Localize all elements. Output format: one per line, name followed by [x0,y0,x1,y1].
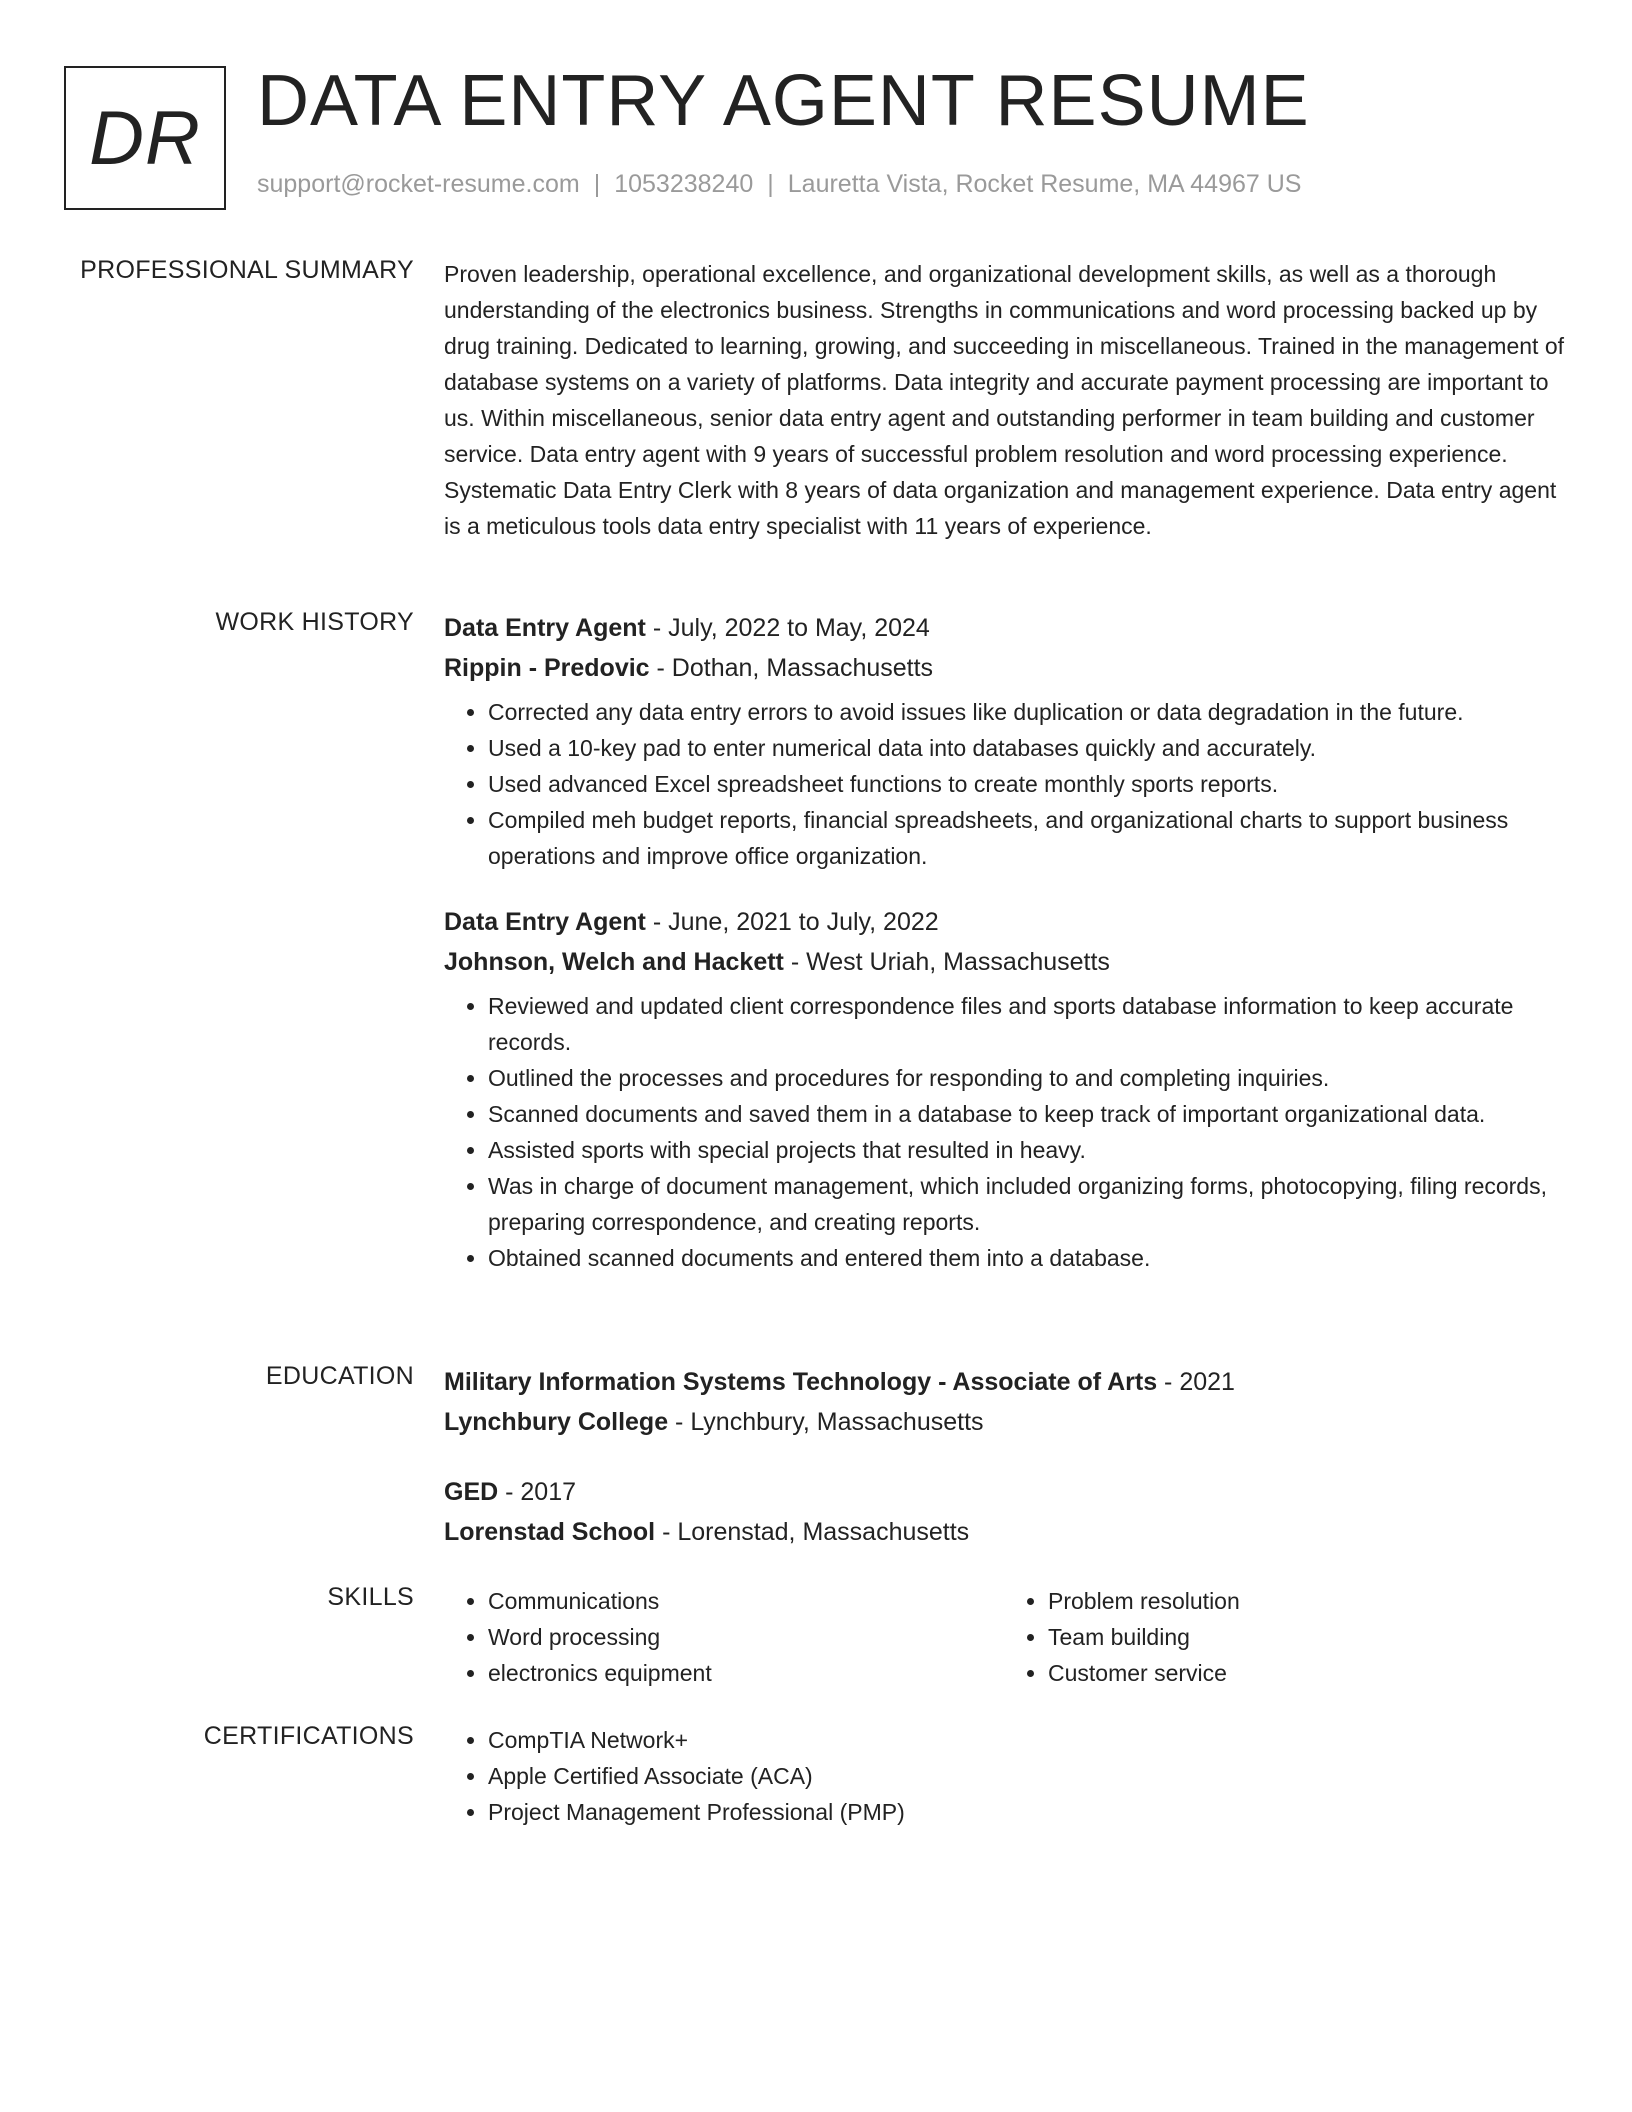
education-degree-line [444,1472,1564,1512]
skill-item: • Word processing [488,1619,1004,1655]
education-year: - 2021 [1157,1368,1235,1396]
job-location: - West Uriah, Massachusetts [783,948,1110,976]
job-bullet: • Assisted sports with special projects that resulted in heavy. [488,1132,1564,1168]
contact-line [257,170,1301,199]
education-school-line [444,1512,1564,1552]
job-title-line [444,608,1564,648]
skill-item: • Problem resolution [1048,1583,1564,1619]
certification-item: • Apple Certified Associate (ACA) [488,1758,1564,1794]
work-body [444,608,1564,1304]
job-entry [444,608,1564,874]
job-bullet: • Was in charge of document management, which included organizing forms, photocopying, filing records, preparing correspondence, and creating reports. [488,1168,1564,1240]
education-entry [444,1362,1564,1442]
resume-header [64,61,1564,208]
skills-body [444,1583,1564,1691]
certifications-body [444,1722,1564,1830]
job-bullet: • Outlined the processes and procedures for responding to and completing inquiries. [488,1060,1564,1096]
education-school: Lynchbury College [444,1408,669,1436]
section-label-skills: SKILLS [327,1583,414,1611]
job-title-line [444,902,1564,942]
skills-columns [444,1583,1564,1691]
job-bullet: • Compiled meh budget reports, financial spreadsheets, and organizational charts to support business operations and improve office organization. [488,802,1564,874]
contact-phone[interactable]: 1053238240 [614,170,754,198]
education-entry [444,1472,1564,1552]
contact-email[interactable]: support@rocket-resume.com [257,170,580,198]
summary-text: Proven leadership, operational excellence, and organizational development skills, as well as a thorough understanding of the electronics business. Strengths in communications and word processing backed up by drug training. Dedicated to learning, growing, and succeeding in miscellaneous. Trained in the management of database systems on a variety of platforms. Data integrity and accurate payment processing are important to us. Within miscellaneous, senior data entry agent and outstanding performer in team building and customer service. Data entry agent with 9 years of successful problem resolution and word processing experience. Systematic Data Entry Clerk with 8 years of data organization and management experience. Data entry agent is a meticulous tools data entry specialist with 11 years of experience. [444,261,1565,539]
education-degree: GED [444,1478,499,1506]
skills-list-right [1004,1583,1564,1691]
page-title: DATA ENTRY AGENT RESUME [257,61,1310,141]
job-entry [444,902,1564,1276]
contact-separator: | [767,170,774,198]
education-year: - 2017 [498,1478,577,1506]
skill-item: • Communications [488,1583,1004,1619]
skill-item: • Customer service [1048,1655,1564,1691]
section-label-work-history: WORK HISTORY [215,608,414,636]
education-location: - Lorenstad, Massachusetts [655,1518,970,1546]
education-degree-line [444,1362,1564,1402]
job-bullet: • Corrected any data entry errors to avoid issues like duplication or data degradation in the future. [488,694,1564,730]
job-dates: - July, 2022 to May, 2024 [645,614,930,642]
certification-item: • CompTIA Network+ [488,1722,1564,1758]
summary-body [444,256,1564,544]
job-title: Data Entry Agent [444,908,646,936]
job-company-line [444,648,1564,688]
certification-item: • Project Management Professional (PMP) [488,1794,1564,1830]
job-company: Rippin - Predovic [444,654,650,682]
contact-address: Lauretta Vista, Rocket Resume, MA 44967 US [787,170,1302,198]
education-location: - Lynchbury, Massachusetts [668,1408,984,1436]
section-label-summary: PROFESSIONAL SUMMARY [80,256,414,284]
job-bullet: • Obtained scanned documents and entered them into a database. [488,1240,1564,1276]
education-school: Lorenstad School [444,1518,656,1546]
job-dates: - June, 2021 to July, 2022 [645,908,939,936]
section-label-certifications: CERTIFICATIONS [203,1722,414,1750]
education-body [444,1362,1564,1582]
contact-separator: | [593,170,601,198]
education-school-line [444,1402,1564,1442]
job-bullet: • Used advanced Excel spreadsheet functions to create monthly sports reports. [488,766,1564,802]
section-label-education: EDUCATION [265,1362,414,1390]
job-title: Data Entry Agent [444,614,646,642]
skill-item: • Team building [1048,1619,1564,1655]
job-location: - Dothan, Massachusetts [649,654,934,682]
job-bullets [444,694,1564,874]
monogram-logo: DR [64,66,226,210]
job-company: Johnson, Welch and Hackett [444,948,784,976]
education-degree: Military Information Systems Technology - Associate of Arts [444,1368,1158,1396]
job-bullet: • Used a 10-key pad to enter numerical data into databases quickly and accurately. [488,730,1564,766]
job-bullet: • Reviewed and updated client correspondence files and sports database information to keep accurate records. [488,988,1564,1060]
certifications-list [444,1722,1564,1830]
skills-list-left [444,1583,1004,1691]
job-bullets [444,988,1564,1276]
skill-item: • electronics equipment [488,1655,1004,1691]
job-bullet: • Scanned documents and saved them in a database to keep track of important organizational data. [488,1096,1564,1132]
job-company-line [444,942,1564,982]
